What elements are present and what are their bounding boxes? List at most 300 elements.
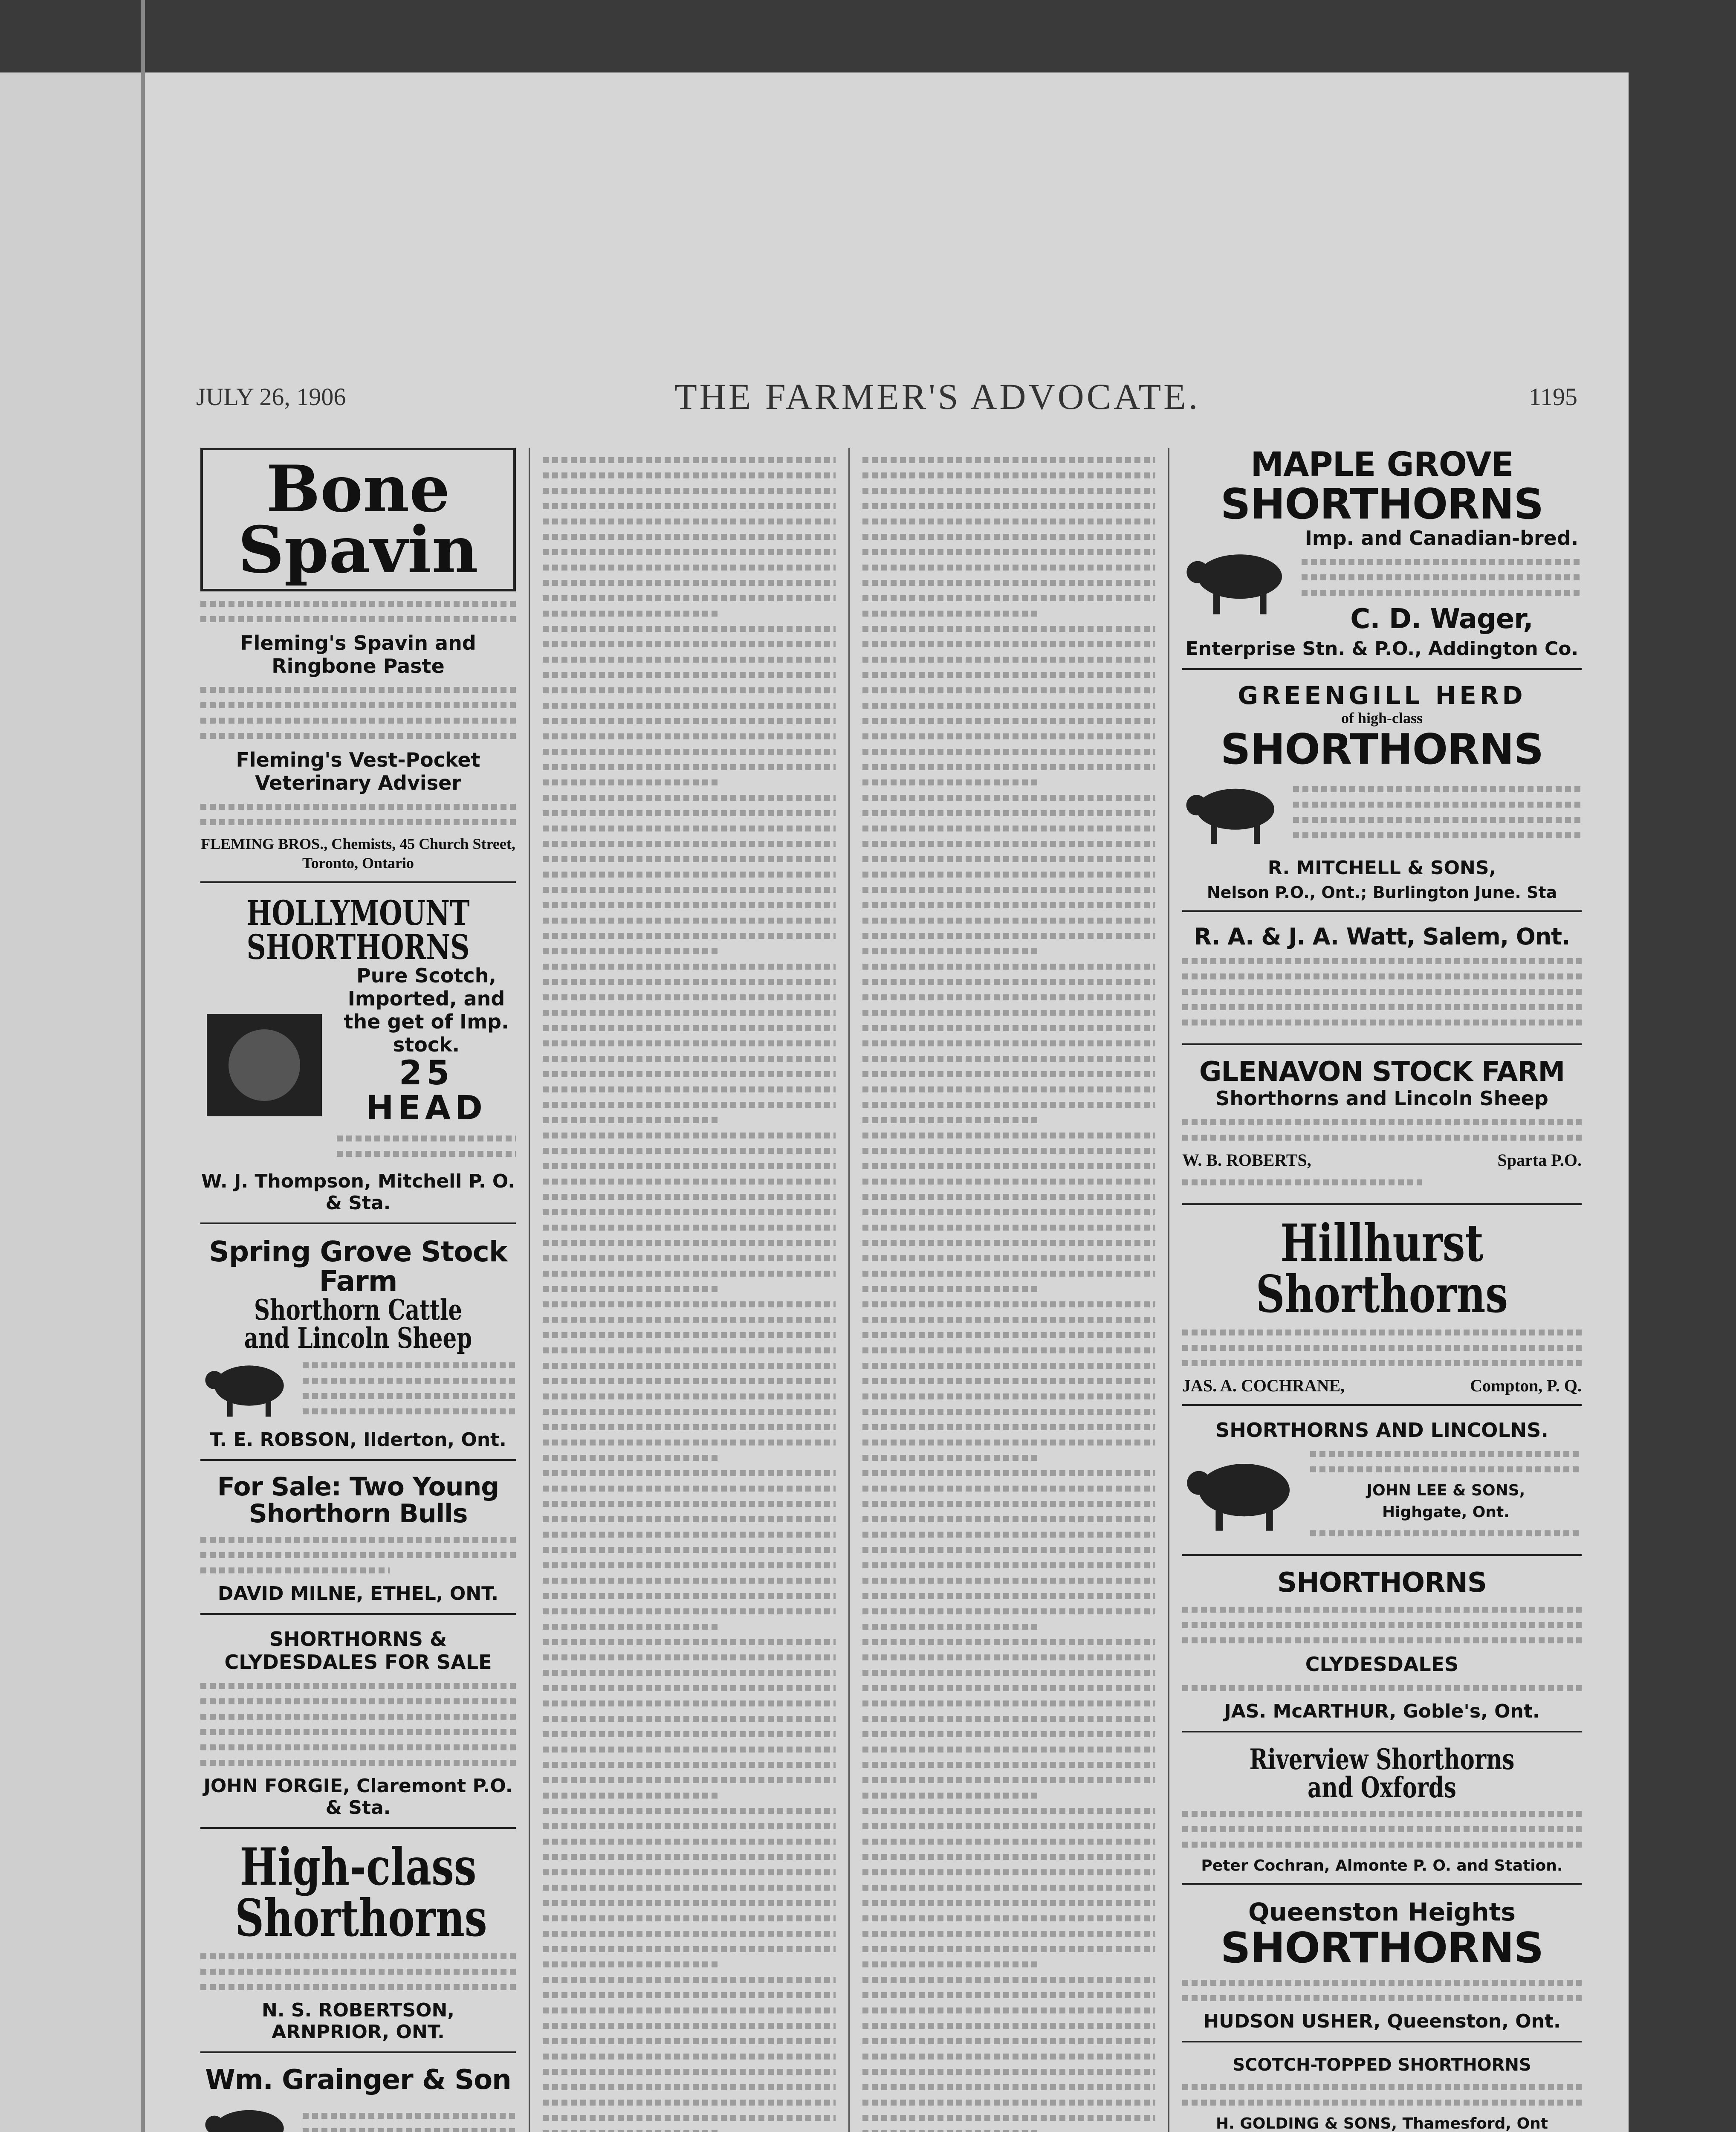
story-text-line xyxy=(862,718,1155,724)
story-text-line xyxy=(862,1516,1155,1522)
hollymount-title: HOLLYMOUNT SHORTHORNS xyxy=(246,893,470,967)
story-text-line xyxy=(543,1317,836,1323)
story-text-line xyxy=(862,1133,1155,1138)
story-text-line xyxy=(862,1148,1155,1154)
story-text-line xyxy=(862,641,1155,647)
shorthorns-heading: SHORTHORNS xyxy=(1277,1567,1487,1599)
story-text-line xyxy=(543,519,836,524)
story-text-line xyxy=(862,672,1155,678)
scotch-topped-title: SCOTCH-TOPPED SHORTHORNS xyxy=(1233,2055,1531,2075)
story-text-line xyxy=(543,1562,836,1568)
glenavon-ad xyxy=(1182,1058,1582,1205)
story-text-line xyxy=(862,1747,1155,1753)
story-text-line xyxy=(543,1347,836,1353)
story-text-line xyxy=(543,1163,836,1169)
story-text-line xyxy=(543,2130,718,2132)
greengill-title: GREENGILL HERD xyxy=(1238,681,1526,710)
story-text-line xyxy=(543,1040,836,1046)
golding-name: H. GOLDING & SONS, Thamesford, Ont xyxy=(1215,2115,1548,2132)
story-text-line xyxy=(862,1854,1155,1860)
story-text-line xyxy=(862,519,1155,524)
story-text-line xyxy=(862,1255,1155,1261)
story-text-line xyxy=(543,1025,836,1031)
story-text-line xyxy=(543,2023,836,2029)
story-text-line xyxy=(543,1440,836,1445)
story-text-line xyxy=(543,1271,836,1277)
story-text-line xyxy=(862,948,1038,954)
story-text-line xyxy=(862,1271,1155,1277)
story-text-line xyxy=(862,595,1155,601)
story-text-line xyxy=(543,1762,836,1768)
story-text-line xyxy=(543,779,718,785)
story-text-line xyxy=(862,826,1155,831)
maple-grove-title: MAPLE GROVE xyxy=(1250,448,1513,484)
roberts-town: Sparta P.O. xyxy=(1497,1150,1582,1170)
story-text-line xyxy=(862,1025,1155,1031)
story-text-line xyxy=(543,1240,836,1246)
story-text-line xyxy=(543,1086,836,1092)
story-text-line xyxy=(543,1808,836,1814)
cochrane-town: Compton, P. Q. xyxy=(1470,1376,1582,1395)
page-number: 1195 xyxy=(1529,382,1577,411)
story-text-line xyxy=(862,1010,1155,1016)
story-text-line xyxy=(862,1240,1155,1246)
story-text-line xyxy=(862,1086,1155,1092)
story-text-line xyxy=(862,534,1155,540)
greengill-ad xyxy=(1182,683,1582,912)
story-text-line xyxy=(862,2069,1155,2075)
queenston-title: Queenston Heights xyxy=(1248,1897,1516,1926)
story-text-line xyxy=(543,1455,718,1461)
fleming-address: FLEMING BROS., Chemists, 45 Church Street, Toronto, Ontario xyxy=(201,835,515,872)
story-text-line xyxy=(543,1593,836,1599)
bull-illustration-icon xyxy=(200,2099,294,2132)
story-text-line xyxy=(862,1777,1155,1783)
ad-column-left xyxy=(188,448,529,2132)
story-text-line xyxy=(862,1885,1155,1891)
bull-illustration-icon xyxy=(1182,539,1293,620)
story-text-line xyxy=(543,1578,836,1584)
story-text-line xyxy=(862,1593,1155,1599)
story-text-line xyxy=(862,1455,1038,1461)
story-text-line xyxy=(862,1731,1155,1737)
story-text-line xyxy=(862,1639,1155,1645)
story-text-line xyxy=(543,595,836,601)
story-text-line xyxy=(543,948,718,954)
story-text-line xyxy=(543,611,718,617)
publication-title: THE FARMER'S ADVOCATE. xyxy=(674,376,1201,417)
story-text-line xyxy=(543,580,836,586)
story-text-line xyxy=(862,457,1155,463)
story-text-line xyxy=(543,856,836,862)
story-text-line xyxy=(862,2130,1038,2132)
story-text-line xyxy=(543,1194,836,1200)
hollymount-count: 25 HEAD xyxy=(366,1054,487,1127)
story-text-line xyxy=(543,1393,836,1399)
story-text-line xyxy=(543,1915,836,1921)
hillhurst-title: Hillhurst Shorthorns xyxy=(1256,1213,1508,1324)
milne-ad xyxy=(200,1474,516,1615)
story-text-line xyxy=(862,1363,1155,1369)
story-text-line xyxy=(543,2100,836,2106)
story-text-line xyxy=(862,580,1155,586)
forgie-ad xyxy=(200,1628,516,1829)
robson-signature: T. E. ROBSON, Ilderton, Ont. xyxy=(210,1429,506,1451)
story-text-line xyxy=(543,1777,836,1783)
story-text-line xyxy=(543,2069,836,2075)
story-text-line xyxy=(543,2084,836,2090)
lee-ad xyxy=(1182,1419,1582,1556)
story-text-line xyxy=(862,979,1155,985)
story-text-line xyxy=(543,733,836,739)
story-text-line xyxy=(543,1516,836,1522)
story-text-line xyxy=(862,503,1155,509)
scotch-topped-ad xyxy=(1182,2055,1582,2132)
story-text-line xyxy=(543,1179,836,1185)
story-text-line xyxy=(862,2100,1155,2106)
roberts-name: W. B. ROBERTS, xyxy=(1182,1150,1311,1170)
story-text-line xyxy=(862,1931,1155,1937)
story-text-line xyxy=(862,1762,1155,1768)
story-text-line xyxy=(862,964,1155,970)
story-text-line xyxy=(543,1363,836,1369)
wager-name: C. D. Wager, xyxy=(1350,603,1533,635)
story-text-line xyxy=(862,1424,1155,1430)
story-text-line xyxy=(543,1255,836,1261)
newspaper-page xyxy=(145,72,1629,2132)
story-text-line xyxy=(543,918,836,924)
story-text-line xyxy=(543,1409,836,1415)
story-text-line xyxy=(862,1301,1155,1307)
story-text-line xyxy=(543,1209,836,1215)
story-text-line xyxy=(543,534,836,540)
story-text-line xyxy=(543,1301,836,1307)
story-text-line xyxy=(862,549,1155,555)
story-text-line xyxy=(543,1869,836,1875)
story-text-line xyxy=(862,2007,1155,2013)
bone-spavin-ad xyxy=(200,448,516,883)
story-text-line xyxy=(862,1071,1155,1077)
for-sale-title: For Sale: Two Young Shorthorn Bulls xyxy=(217,1472,499,1529)
story-text-line xyxy=(543,1148,836,1154)
story-text-line xyxy=(543,1286,718,1292)
story-text-line xyxy=(543,810,836,816)
forgie-signature: JOHN FORGIE, Claremont P.O. & Sta. xyxy=(203,1775,513,1819)
mitchell-name: R. MITCHELL & SONS, xyxy=(1267,857,1496,879)
story-text-line xyxy=(862,1670,1155,1676)
story-text-line xyxy=(543,1654,836,1660)
bull-illustration-icon xyxy=(1182,776,1285,849)
story-text-line xyxy=(862,657,1155,663)
clydesdales-heading: CLYDESDALES xyxy=(1305,1652,1459,1676)
story-text-line xyxy=(543,841,836,847)
story-text-line xyxy=(862,565,1155,571)
story-text-line xyxy=(862,1347,1155,1353)
sheep-illustration-icon xyxy=(1182,1451,1302,1536)
vest-pocket-title: Fleming's Vest-Pocket Veterinary Adviser xyxy=(236,748,480,794)
story-text-line xyxy=(543,1225,836,1231)
mcarthur-name: JAS. McARTHUR, Goble's, Ont. xyxy=(1224,1700,1540,1722)
story-text-line xyxy=(543,488,836,494)
mitchell-address: Nelson P.O., Ont.; Burlington June. Sta xyxy=(1207,883,1557,902)
story-text-line xyxy=(543,1424,836,1430)
story-text-line xyxy=(543,1332,836,1338)
story-text-line xyxy=(862,1163,1155,1169)
story-text-line xyxy=(862,994,1155,1000)
story-text-line xyxy=(862,749,1155,755)
mcarthur-ad xyxy=(1182,1569,1582,1732)
story-text-line xyxy=(543,549,836,555)
sheep-illustration-icon xyxy=(200,1356,294,1420)
story-text-line xyxy=(862,1608,1155,1614)
story-text-line xyxy=(543,657,836,663)
story-text-line xyxy=(862,2084,1155,2090)
maple-grove-subtitle: Imp. and Canadian-bred. xyxy=(1305,526,1579,550)
story-text-line xyxy=(543,1624,718,1630)
story-text-line xyxy=(543,1885,836,1891)
queenston-ad xyxy=(1182,1897,1582,2042)
story-text-line xyxy=(543,1010,836,1016)
story-column-2 xyxy=(848,448,1168,2132)
story-text-line xyxy=(862,1900,1155,1906)
hollymount-subtitle: Pure Scotch, Imported, and the get of Imp. stock. xyxy=(344,964,509,1056)
story-text-line xyxy=(543,1931,836,1937)
facing-page-edge xyxy=(0,72,141,2132)
high-class-title: High-class Shorthorns xyxy=(235,1837,487,1949)
story-text-line xyxy=(862,1700,1155,1706)
story-text-line xyxy=(862,1393,1155,1399)
story-text-line xyxy=(862,1716,1155,1722)
story-text-line xyxy=(862,687,1155,693)
story-text-line xyxy=(543,2054,836,2060)
spring-grove-ad xyxy=(200,1237,516,1461)
watt-ad xyxy=(1182,925,1582,1046)
grainger-title: Wm. Grainger & Son xyxy=(205,2064,511,2096)
hollymount-signature: W. J. Thompson, Mitchell P. O. & Sta. xyxy=(201,1170,515,1214)
story-text-line xyxy=(543,826,836,831)
lee-town: Highgate, Ont. xyxy=(1382,1503,1510,1521)
story-text-line xyxy=(862,1793,1038,1799)
story-text-line xyxy=(543,872,836,878)
story-text-line xyxy=(543,1946,836,1952)
story-text-line xyxy=(543,1854,836,1860)
greengill-subtitle: of high-class xyxy=(1341,709,1423,727)
maple-grove-shorthorns: SHORTHORNS xyxy=(1220,480,1544,529)
story-text-line xyxy=(862,1056,1155,1062)
story-text-line xyxy=(543,1992,836,1998)
story-text-line xyxy=(862,733,1155,739)
story-text-line xyxy=(862,810,1155,816)
story-text-line xyxy=(862,918,1155,924)
story-text-line xyxy=(862,1470,1155,1476)
story-text-line xyxy=(862,779,1038,785)
issue-date: JULY 26, 1906 xyxy=(196,382,346,411)
story-text-line xyxy=(543,1823,836,1829)
story-text-line xyxy=(543,1071,836,1077)
story-text-line xyxy=(862,1179,1155,1185)
story-text-line xyxy=(862,1040,1155,1046)
story-text-line xyxy=(543,1747,836,1753)
story-text-line xyxy=(543,703,836,709)
story-text-line xyxy=(543,2038,836,2044)
story-text-line xyxy=(543,1378,836,1384)
story-text-line xyxy=(543,1731,836,1737)
story-text-line xyxy=(543,1961,718,1967)
story-text-line xyxy=(543,503,836,509)
story-text-line xyxy=(543,749,836,755)
story-text-line xyxy=(862,1440,1155,1445)
story-text-line xyxy=(543,887,836,893)
glenavon-subtitle: Shorthorns and Lincoln Sheep xyxy=(1215,1086,1548,1110)
story-text-line xyxy=(862,703,1155,709)
story-text-line xyxy=(862,611,1038,617)
story-text-line xyxy=(862,1209,1155,1215)
ad-column-right xyxy=(1168,448,1594,2132)
story-text-line xyxy=(862,1961,1038,1967)
story-text-line xyxy=(862,1992,1155,1998)
story-text-line xyxy=(862,795,1155,801)
story-text-line xyxy=(862,1409,1155,1415)
story-text-line xyxy=(543,1700,836,1706)
story-text-line xyxy=(543,1133,836,1138)
shorthorns-lincolns-title: SHORTHORNS AND LINCOLNS. xyxy=(1215,1418,1548,1442)
story-text-line xyxy=(862,856,1155,862)
story-text-line xyxy=(862,2023,1155,2029)
story-text-line xyxy=(543,994,836,1000)
story-text-line xyxy=(862,1915,1155,1921)
cochran-name: Peter Cochran, Almonte P. O. and Station. xyxy=(1201,1857,1563,1874)
page-header xyxy=(196,371,1577,422)
spring-grove-subtitle: Shorthorn Cattle and Lincoln Sheep xyxy=(244,1293,472,1355)
bone-spavin-headline: Bone Spavin xyxy=(200,448,516,591)
wager-address: Enterprise Stn. & P.O., Addington Co. xyxy=(1185,637,1579,660)
story-text-line xyxy=(862,1486,1155,1492)
story-column-1 xyxy=(529,448,848,2132)
grainger-ad xyxy=(200,2066,516,2132)
story-text-line xyxy=(543,1532,836,1538)
story-text-line xyxy=(543,795,836,801)
story-text-line xyxy=(862,872,1155,878)
story-text-line xyxy=(543,457,836,463)
story-text-line xyxy=(543,1793,718,1799)
story-text-line xyxy=(862,1869,1155,1875)
story-text-line xyxy=(862,488,1155,494)
story-text-line xyxy=(862,626,1155,632)
story-text-line xyxy=(862,1839,1155,1845)
maple-grove-ad xyxy=(1182,448,1582,670)
story-text-line xyxy=(543,1608,836,1614)
story-text-line xyxy=(543,979,836,985)
cochrane-name: JAS. A. COCHRANE, xyxy=(1182,1376,1345,1395)
hollymount-ad xyxy=(200,893,516,1224)
story-text-line xyxy=(543,1685,836,1691)
story-text-line xyxy=(543,472,836,478)
story-text-line xyxy=(543,1900,836,1906)
story-text-line xyxy=(862,1117,1038,1123)
story-text-line xyxy=(543,641,836,647)
story-text-line xyxy=(862,1578,1155,1584)
story-text-line xyxy=(862,1102,1155,1108)
story-text-line xyxy=(862,2115,1155,2121)
story-text-line xyxy=(862,1823,1155,1829)
story-text-line xyxy=(543,1639,836,1645)
greengill-shorthorns: SHORTHORNS xyxy=(1220,725,1544,774)
story-text-line xyxy=(543,626,836,632)
story-text-line xyxy=(543,1839,836,1845)
clydesdales-title: SHORTHORNS & CLYDESDALES FOR SALE xyxy=(224,1628,492,1674)
story-text-line xyxy=(543,1501,836,1507)
riverview-ad xyxy=(1182,1742,1582,1885)
story-text-line xyxy=(862,1624,1038,1630)
story-text-line xyxy=(543,687,836,693)
riverview-title: Riverview Shorthorns and Oxfords xyxy=(1249,1742,1515,1804)
story-text-line xyxy=(543,964,836,970)
story-text-line xyxy=(862,1532,1155,1538)
story-text-line xyxy=(862,1547,1155,1553)
story-text-line xyxy=(543,1117,718,1123)
story-text-line xyxy=(543,1470,836,1476)
lee-name: JOHN LEE & SONS, xyxy=(1366,1481,1525,1499)
story-text-line xyxy=(543,1102,836,1108)
glenavon-title: GLENAVON STOCK FARM xyxy=(1199,1056,1565,1088)
story-text-line xyxy=(862,764,1155,770)
bull-illustration-icon xyxy=(200,1005,328,1125)
story-text-line xyxy=(543,2115,836,2121)
story-text-line xyxy=(862,1378,1155,1384)
page-gutter xyxy=(141,0,145,2132)
queenston-shorthorns: SHORTHORNS xyxy=(1220,1923,1544,1973)
story-text-line xyxy=(862,1225,1155,1231)
story-text-line xyxy=(543,718,836,724)
story-text-line xyxy=(862,1286,1038,1292)
story-text-line xyxy=(543,1056,836,1062)
story-text-line xyxy=(862,472,1155,478)
story-text-line xyxy=(862,887,1155,893)
story-text-line xyxy=(543,1670,836,1676)
hillhurst-ad xyxy=(1182,1213,1582,1406)
story-text-line xyxy=(862,1317,1155,1323)
story-text-line xyxy=(862,1501,1155,1507)
robertson-signature: N. S. ROBERTSON, ARNPRIOR, ONT. xyxy=(261,1999,454,2043)
high-class-ad xyxy=(200,1837,516,2053)
milne-signature: DAVID MILNE, ETHEL, ONT. xyxy=(217,1583,499,1605)
story-text-line xyxy=(862,1808,1155,1814)
story-text-line xyxy=(862,2054,1155,2060)
story-text-line xyxy=(543,672,836,678)
watt-title: R. A. & J. A. Watt, Salem, Ont. xyxy=(1194,923,1570,950)
story-text-line xyxy=(862,902,1155,908)
story-text-line xyxy=(543,1486,836,1492)
story-text-line xyxy=(862,1654,1155,1660)
story-text-line xyxy=(543,1547,836,1553)
story-text-line xyxy=(862,1332,1155,1338)
story-text-line xyxy=(862,933,1155,939)
story-text-line xyxy=(862,2038,1155,2044)
story-text-line xyxy=(862,1946,1155,1952)
story-text-line xyxy=(862,1562,1155,1568)
story-text-line xyxy=(862,841,1155,847)
spring-grove-title: Spring Grove Stock Farm xyxy=(209,1235,507,1298)
story-text-line xyxy=(543,1977,836,1983)
story-text-line xyxy=(862,1194,1155,1200)
story-text-line xyxy=(543,1716,836,1722)
story-text-line xyxy=(543,902,836,908)
story-text-line xyxy=(862,1685,1155,1691)
flemings-paste-title: Fleming's Spavin and Ringbone Paste xyxy=(240,631,476,678)
story-text-line xyxy=(543,2007,836,2013)
story-text-line xyxy=(543,565,836,571)
story-text-line xyxy=(862,1977,1155,1983)
